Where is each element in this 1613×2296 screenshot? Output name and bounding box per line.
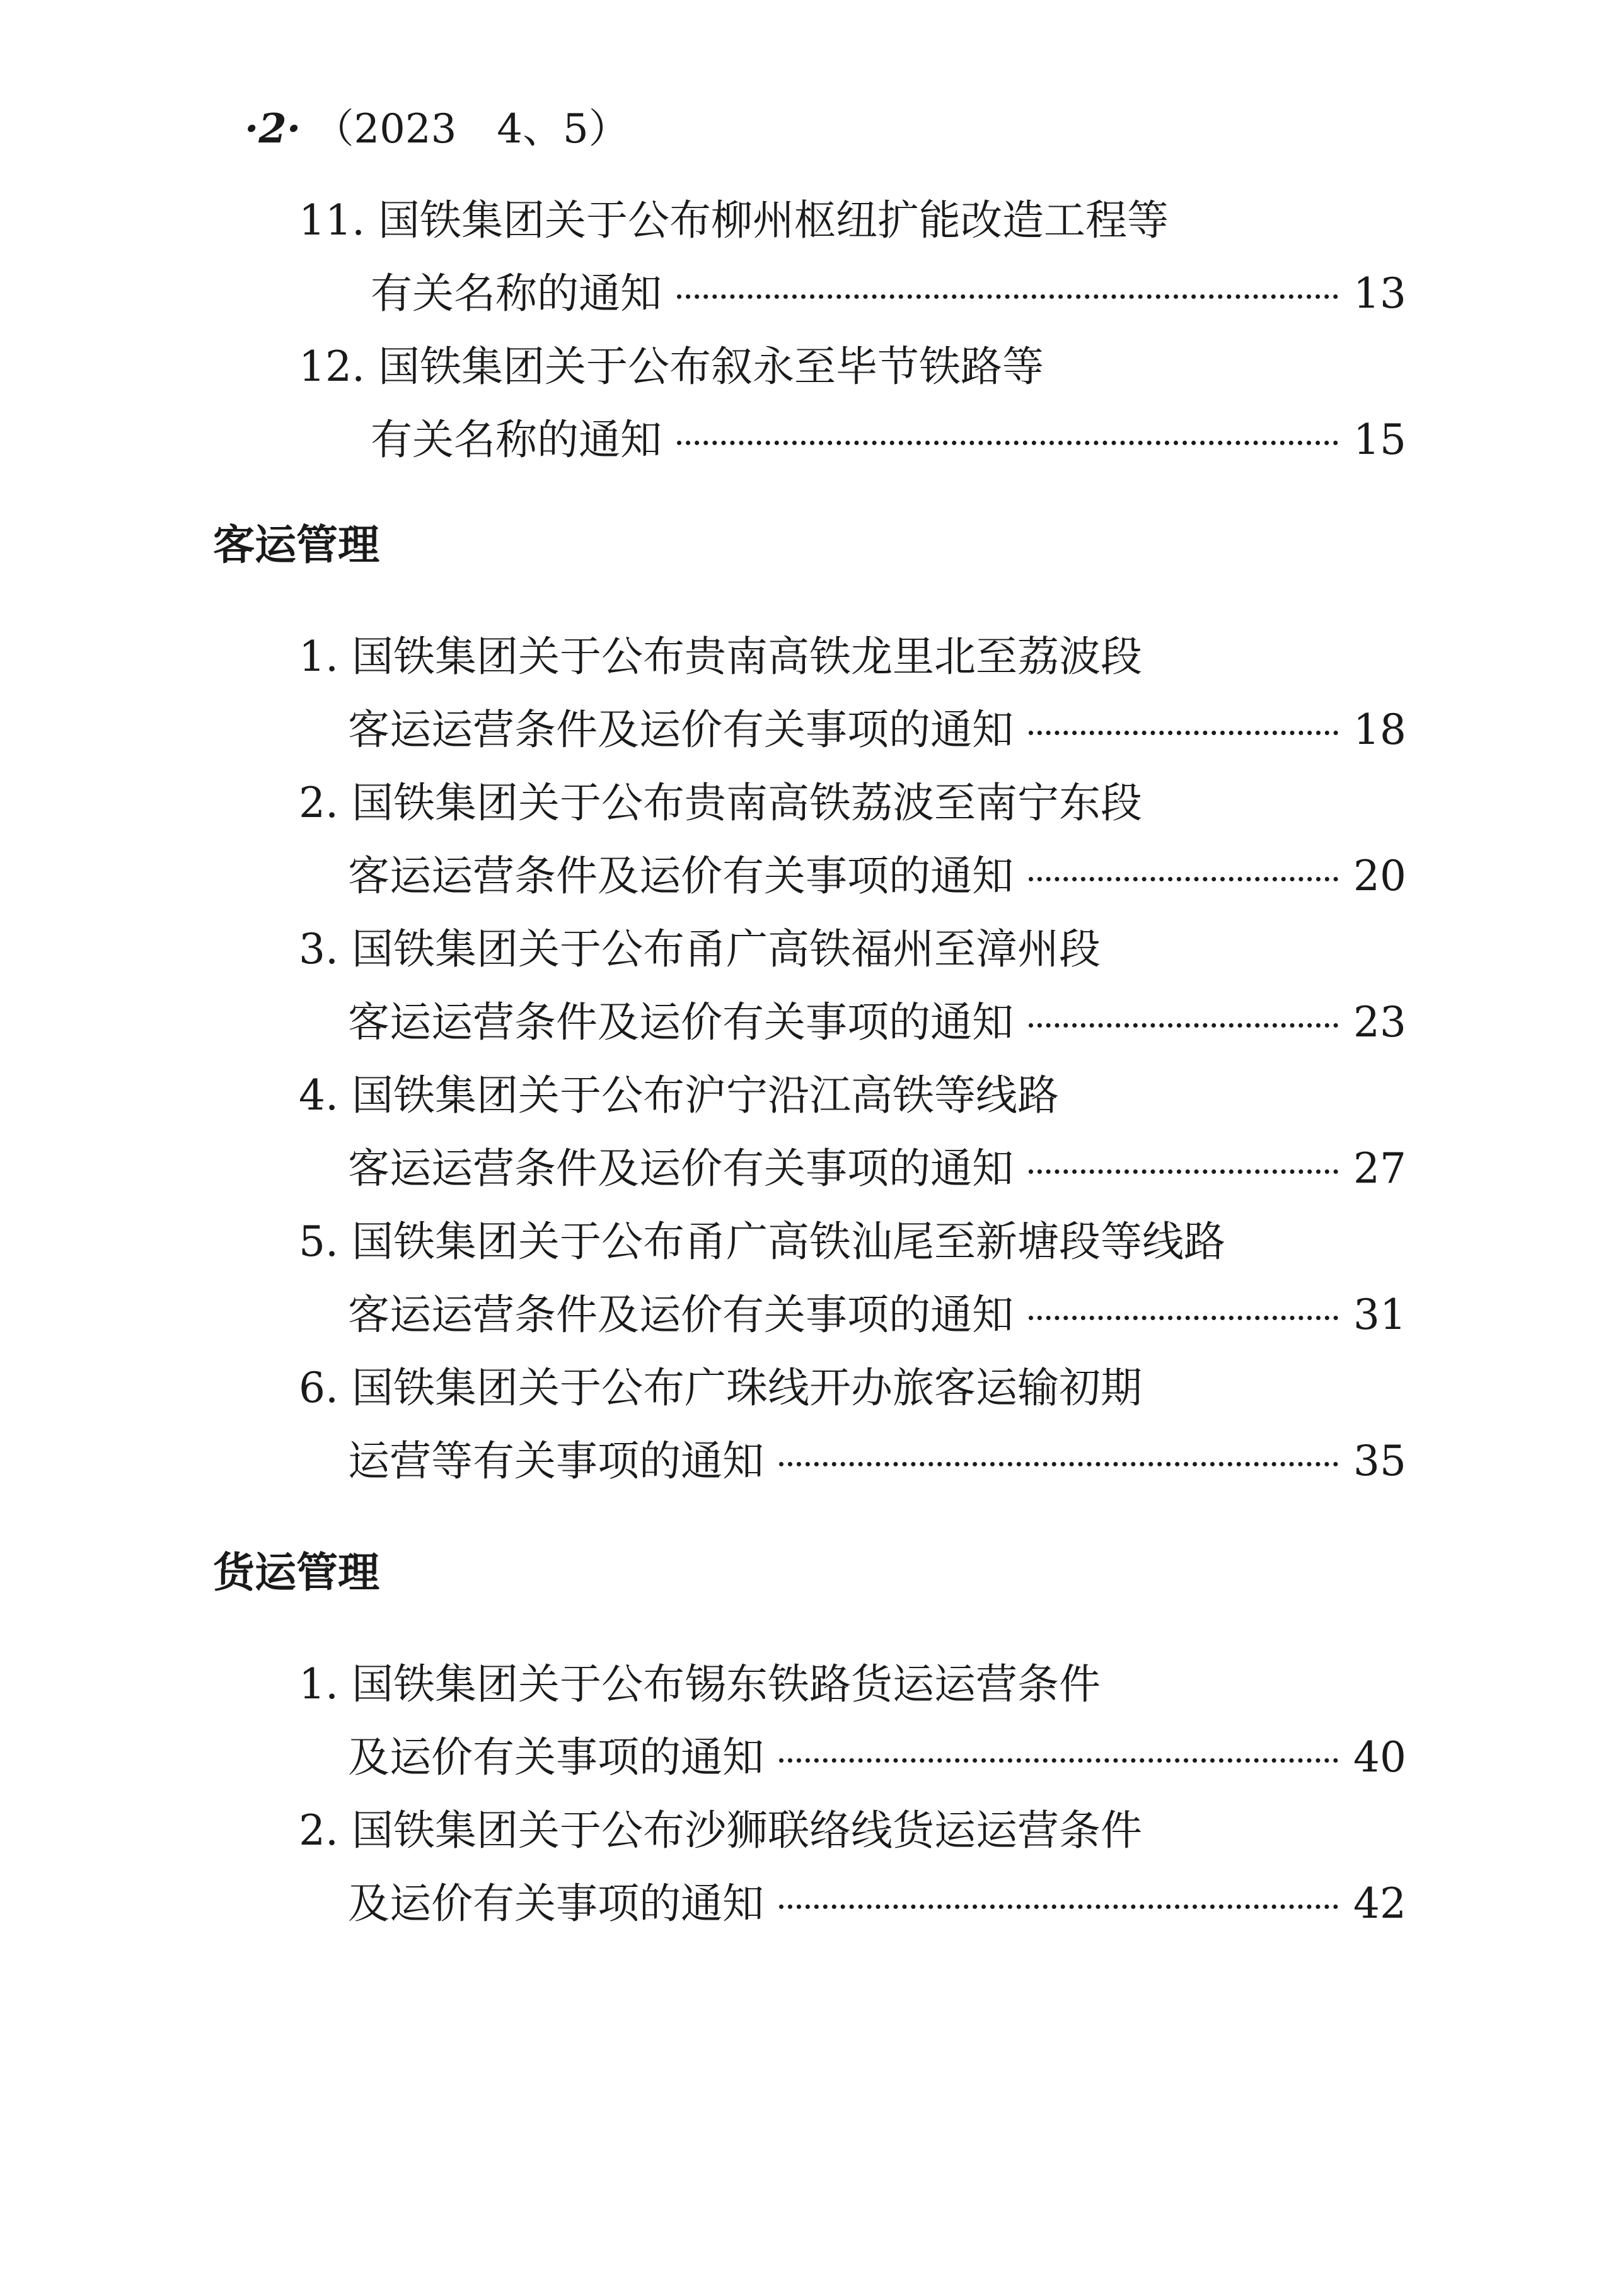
entry-title: 国铁集团关于公布广珠线开办旅客运输初期 bbox=[351, 1364, 1142, 1412]
toc-entry[interactable] bbox=[0, 330, 1613, 477]
entry-title: 国铁集团关于公布沙狮联络线货运运营条件 bbox=[351, 1806, 1142, 1855]
entry-title: 国铁集团关于公布柳州枢纽扩能改造工程等 bbox=[378, 196, 1169, 245]
toc-entry[interactable] bbox=[0, 1205, 1613, 1352]
entry-title-continuation: 客运运营条件及运价有关事项的通知 bbox=[348, 1144, 1014, 1193]
entry-title: 国铁集团关于公布沪宁沿江高铁等线路 bbox=[351, 1071, 1059, 1120]
dot-leader bbox=[779, 1905, 1338, 1909]
dot-leader bbox=[779, 1758, 1338, 1763]
toc-entry[interactable] bbox=[0, 913, 1613, 1059]
dot-leader bbox=[779, 1462, 1338, 1466]
entry-page-number: 15 bbox=[1353, 415, 1406, 464]
entry-page-number: 31 bbox=[1353, 1290, 1406, 1339]
entry-number: 2. bbox=[299, 779, 338, 827]
dot-leader bbox=[1029, 1023, 1338, 1028]
entry-number: 5. bbox=[299, 1217, 338, 1266]
entry-number: 1. bbox=[299, 632, 338, 681]
page-number-marker: ·2· bbox=[245, 105, 301, 153]
dot-leader bbox=[677, 441, 1338, 445]
entry-page-number: 40 bbox=[1353, 1733, 1406, 1782]
entry-page-number: 18 bbox=[1353, 705, 1406, 754]
section-title-freight: 货运管理 bbox=[213, 1548, 379, 1597]
toc-entry[interactable] bbox=[0, 1794, 1613, 1940]
entry-page-number: 42 bbox=[1353, 1879, 1406, 1928]
entry-number: 3. bbox=[299, 925, 338, 973]
dot-leader bbox=[1029, 877, 1338, 881]
entry-page-number: 23 bbox=[1353, 998, 1406, 1047]
toc-entry[interactable] bbox=[0, 1059, 1613, 1205]
entry-number: 6. bbox=[299, 1364, 338, 1412]
entry-title: 国铁集团关于公布甬广高铁汕尾至新塘段等线路 bbox=[351, 1217, 1225, 1266]
dot-leader bbox=[1029, 1169, 1338, 1174]
section-title-passenger: 客运管理 bbox=[213, 521, 379, 569]
toc-entry[interactable] bbox=[0, 620, 1613, 767]
entry-page-number: 20 bbox=[1353, 852, 1406, 900]
toc-entry[interactable] bbox=[0, 184, 1613, 330]
toc-entry[interactable] bbox=[0, 1648, 1613, 1794]
entry-title-continuation: 客运运营条件及运价有关事项的通知 bbox=[348, 1290, 1014, 1339]
dot-leader bbox=[1029, 731, 1338, 735]
entry-title-continuation: 客运运营条件及运价有关事项的通知 bbox=[348, 852, 1014, 900]
entry-title-continuation: 运营等有关事项的通知 bbox=[348, 1437, 764, 1485]
entry-title-continuation: 客运运营条件及运价有关事项的通知 bbox=[348, 705, 1014, 754]
entry-title-continuation: 及运价有关事项的通知 bbox=[348, 1879, 764, 1928]
entry-page-number: 35 bbox=[1353, 1437, 1406, 1485]
entry-page-number: 13 bbox=[1353, 269, 1406, 318]
entry-number: 1. bbox=[299, 1660, 338, 1708]
entry-title: 国铁集团关于公布贵南高铁龙里北至荔波段 bbox=[351, 632, 1142, 681]
entry-title: 国铁集团关于公布锡东铁路货运运营条件 bbox=[351, 1660, 1101, 1708]
toc-entry[interactable] bbox=[0, 767, 1613, 913]
entry-title-continuation: 客运运营条件及运价有关事项的通知 bbox=[348, 998, 1014, 1047]
dot-leader bbox=[677, 294, 1338, 299]
entry-title: 国铁集团关于公布甬广高铁福州至漳州段 bbox=[351, 925, 1101, 973]
entry-number: 11. bbox=[299, 196, 365, 245]
entry-title: 国铁集团关于公布叙永至毕节铁路等 bbox=[378, 342, 1044, 391]
entry-title-continuation: 有关名称的通知 bbox=[371, 415, 662, 464]
entry-number: 2. bbox=[299, 1806, 338, 1855]
page-header bbox=[245, 95, 629, 164]
entry-page-number: 27 bbox=[1353, 1144, 1406, 1193]
toc-entry[interactable] bbox=[0, 1352, 1613, 1498]
entry-title-continuation: 有关名称的通知 bbox=[371, 269, 662, 318]
entry-title-continuation: 及运价有关事项的通知 bbox=[348, 1733, 764, 1782]
issue-label: （2023 4、5） bbox=[313, 106, 629, 153]
entry-number: 12. bbox=[299, 342, 365, 391]
entry-title: 国铁集团关于公布贵南高铁荔波至南宁东段 bbox=[351, 779, 1142, 827]
entry-number: 4. bbox=[299, 1071, 338, 1120]
dot-leader bbox=[1029, 1316, 1338, 1320]
